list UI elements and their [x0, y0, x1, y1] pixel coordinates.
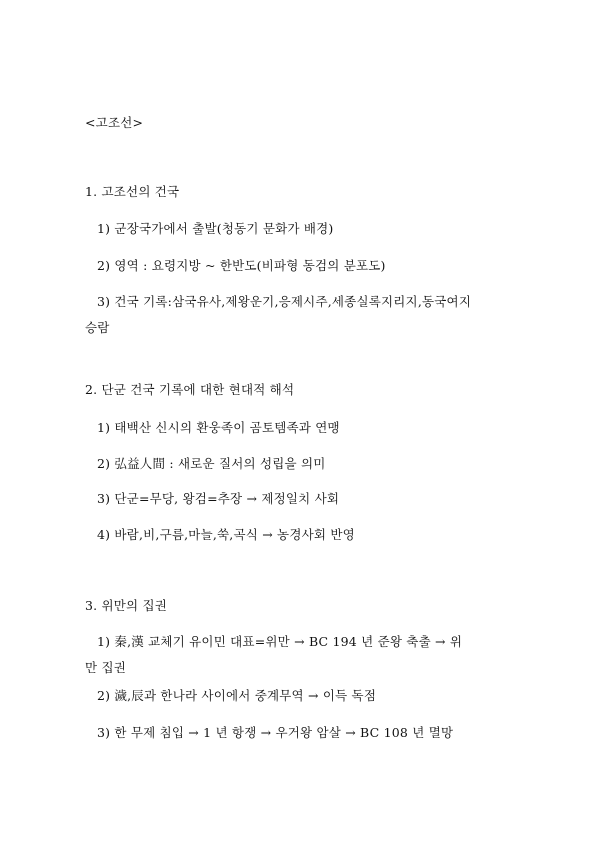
section-heading-3: 3. 위만의 집권: [85, 598, 168, 613]
list-item: 2) 弘益人間 : 새로운 질서의 성립을 의미: [97, 456, 326, 471]
list-item: 4) 바람,비,구름,마늘,쑥,곡식 → 농경사회 반영: [97, 527, 355, 542]
list-item: 3) 건국 기록:삼국유사,제왕운기,응제시주,세종실록지리지,동국여지: [97, 294, 472, 309]
list-item: 3) 한 무제 침입 → 1 년 항쟁 → 우거왕 암살 → BC 108 년 멸망: [97, 725, 454, 740]
section-heading-2: 2. 단군 건국 기록에 대한 현대적 해석: [85, 382, 295, 397]
list-item: 1) 군장국가에서 출발(청동기 문화가 배경): [97, 221, 334, 236]
list-item: 1) 秦,漢 교체기 유이민 대표=위만 → BC 194 년 준왕 축출 → 위: [97, 634, 463, 649]
list-item: 3) 단군=무당, 왕검=추장 → 제정일치 사회: [97, 491, 340, 506]
list-item: 2) 濊,辰과 한나라 사이에서 중계무역 → 이득 독점: [97, 688, 377, 703]
section-heading-1: 1. 고조선의 건국: [85, 184, 180, 199]
list-item: 2) 영역 : 요령지방 ~ 한반도(비파형 동검의 분포도): [97, 258, 386, 273]
document-title: <고조선>: [85, 115, 144, 130]
list-item: 1) 태백산 신시의 환웅족이 곰토템족과 연맹: [97, 420, 340, 435]
list-item-continuation: 만 집권: [85, 660, 126, 675]
list-item-continuation: 승람: [85, 320, 110, 335]
